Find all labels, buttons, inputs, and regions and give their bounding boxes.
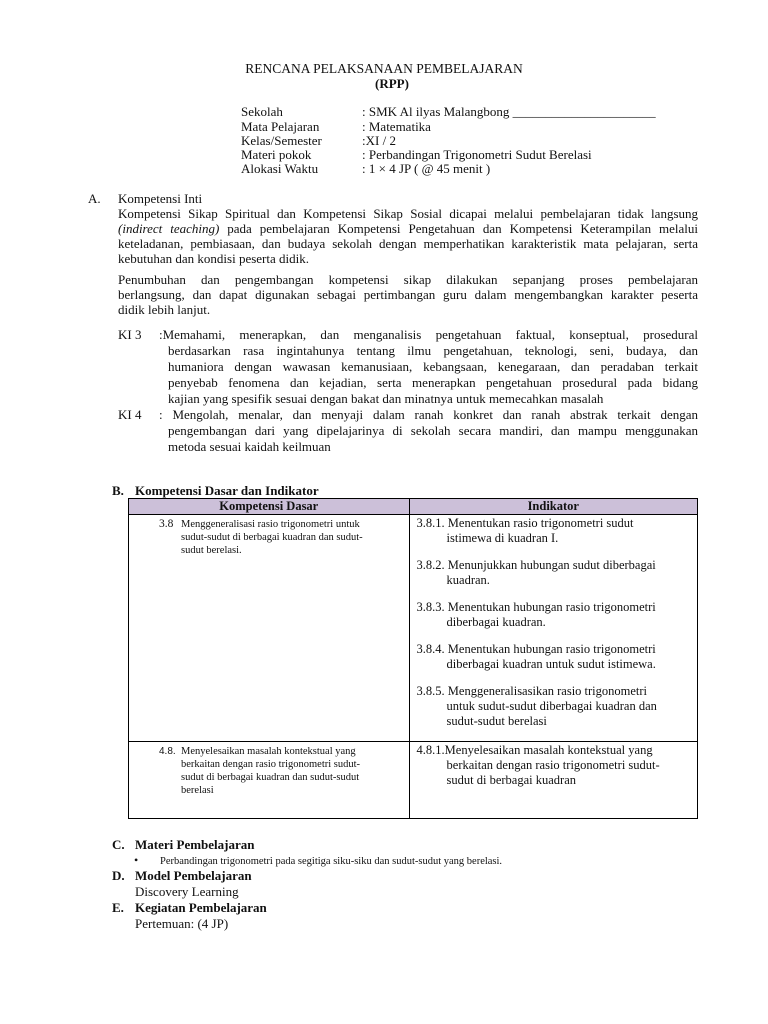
indicator-line: 3.8.2. Menunjukkan hubungan sudut diberbagai: [416, 558, 656, 572]
indicator-item: [417, 558, 697, 588]
section-d-heading: Model Pembelajaran: [135, 868, 252, 883]
indicator-line: untuk sudut-sudut diberbagai kuadran dan: [446, 699, 657, 713]
ki3-line: berdasarkan rasa ingintahunya tentang ilmu pengetahuan, teknologi, seni, budaya, dan: [168, 343, 698, 358]
identity-label: Alokasi Waktu: [241, 161, 319, 176]
indicator-line: diberbagai kuadran untuk sudut istimewa.: [446, 657, 656, 671]
indicator-line: sudut di berbagai kuadran: [446, 773, 577, 787]
paragraph-line: Penumbuhan dan pengembangan kompetensi sikap dilakukan sepanjang proses pembelajaran: [118, 272, 698, 287]
paragraph-line: [118, 221, 698, 236]
paragraph-line: didik lebih lanjut.: [118, 302, 211, 317]
ki4-label: KI 4: [118, 407, 142, 422]
identity-row-class: [241, 133, 396, 148]
ki4-line: metoda sesuai kaidah keilmuan: [168, 439, 331, 454]
indicator-item: [417, 516, 697, 546]
kd-4-8-line: sudut di berbagai kuadran dan sudut-sudut: [181, 772, 360, 783]
identity-row-topic: [241, 147, 592, 162]
indicator-line: 3.8.4. Menentukan hubungan rasio trigonometri: [416, 642, 656, 656]
identity-value: : Matematika: [362, 119, 431, 134]
kd-4-8-line: berelasi: [181, 785, 214, 796]
indicator-item: [417, 684, 697, 729]
indicator-item: [417, 600, 697, 630]
indicator-list: [410, 515, 697, 729]
indicator-cell-4-8: [409, 742, 697, 819]
column-header-kd: Kompetensi Dasar: [129, 499, 410, 515]
identity-row-time: [241, 161, 490, 176]
identity-row-school: [241, 104, 656, 119]
document-subtitle: (RPP): [375, 76, 409, 91]
table-row: [129, 742, 698, 819]
ki3-line: kajian yang spesifik sesuai dengan bakat dan minatnya untuk memecahkan masalah: [168, 391, 604, 406]
kd-4-8-line: Menyelesaikan masalah kontekstual yang: [181, 746, 356, 757]
section-d-text: Discovery Learning: [135, 884, 239, 899]
table-header-row: [129, 499, 698, 515]
section-d-letter: D.: [112, 868, 125, 883]
ki3-label: KI 3: [118, 327, 142, 342]
kd-4-8-text: [129, 742, 409, 797]
section-a-heading: Kompetensi Inti: [118, 191, 203, 206]
kd-3-8-line: sudut berelasi.: [181, 545, 242, 556]
indicator-item: [417, 642, 697, 672]
indicator-line: 3.8.5. Menggeneralisasikan rasio trigonometri: [416, 684, 648, 698]
identity-label: Kelas/Semester: [241, 133, 322, 148]
identity-value: : Perbandingan Trigonometri Sudut Berelasi: [362, 147, 592, 162]
section-a-paragraph-2: [118, 272, 698, 317]
ki3-body: [168, 343, 698, 407]
kd-cell-3-8: [129, 515, 410, 742]
indicator-line: berkaitan dengan rasio trigonometri sudut-: [446, 758, 660, 772]
kd-3-8-line: sudut-sudut di berbagai kuadran dan sudut-: [181, 532, 363, 543]
indicator-line: istimewa di kuadran I.: [446, 531, 559, 545]
section-b-letter: B.: [112, 483, 124, 498]
italic-term: (indirect teaching): [118, 221, 220, 236]
kd-3-8-text: [129, 515, 409, 557]
indicator-line: 3.8.1. Menentukan rasio trigonometri sudut: [416, 516, 634, 530]
ki3-line: :Memahami, menerapkan, dan menganalisis pengetahuan faktual, konseptual, prosedural: [159, 327, 698, 342]
section-e-text: Pertemuan: (4 JP): [135, 916, 229, 931]
ki4-line: pengembangan dari yang dipelajarinya di sekolah secara mandiri, dan mampu menggunakan: [168, 423, 698, 438]
identity-value: : 1 × 4 JP ( @ 45 menit ): [362, 161, 491, 176]
identity-label: Mata Pelajaran: [241, 119, 320, 134]
ki3-line: penyebab fenomena dan kejadian, serta menerapkan pengetahuan prosedural pada bidang: [168, 375, 698, 390]
ki4-first-line: [159, 407, 698, 423]
document-title: RENCANA PELAKSANAAN PEMBELAJARAN: [245, 61, 523, 76]
paragraph-line: keteladanan, pembiasaan, dan budaya sekolah dengan memperhatikan karakteristik mata pelajaran, serta: [118, 236, 698, 251]
indicator-cell-3-8: [409, 515, 697, 742]
column-header-indicator: Indikator: [409, 499, 697, 515]
paragraph-line: Kompetensi Sikap Spiritual dan Kompetensi Sikap Sosial dicapai melalui pembelajaran tidak langsung: [118, 206, 698, 221]
kd-4-8-line: berkaitan dengan rasio trigonometri sudut-: [181, 759, 361, 770]
identity-label: Materi pokok: [241, 147, 312, 162]
indicator-line: 4.8.1.Menyelesaikan masalah kontekstual yang: [416, 743, 653, 757]
identity-value: : SMK Al ilyas Malangbong ______________________: [362, 104, 656, 119]
kd-3-8-number: 3.8: [159, 518, 174, 530]
kd-3-8-line: Menggeneralisasi rasio trigonometri untuk: [181, 519, 360, 530]
paragraph-line: kebutuhan dan kondisi peserta didik.: [118, 251, 309, 266]
ki4-line: : Mengolah, menalar, dan menyaji dalam ranah konkret dan ranah abstrak terkait dengan: [159, 407, 698, 422]
section-c-letter: C.: [112, 837, 125, 852]
table-row: [129, 515, 698, 742]
paragraph-line: berlangsung, dan dapat digunakan sebagai pertimbangan guru dalam mengembangkan karakter peserta: [118, 287, 698, 302]
ki3-line: humaniora dengan wawasan kemanusiaan, kebangsaan, kenegaraan, dan peradaban terkait: [168, 359, 698, 374]
indicator-line: 3.8.3. Menentukan hubungan rasio trigonometri: [416, 600, 656, 614]
identity-row-subject: [241, 119, 431, 134]
competency-table: [128, 498, 698, 819]
section-a-paragraph-1: [118, 206, 698, 266]
section-c-heading: Materi Pembelajaran: [135, 837, 255, 852]
identity-label: Sekolah: [241, 104, 283, 119]
section-c-bullet: Perbandingan trigonometri pada segitiga siku-siku dan sudut-sudut yang berelasi.: [160, 856, 503, 867]
bullet-icon: •: [134, 853, 139, 867]
section-b-heading: Kompetensi Dasar dan Indikator: [135, 483, 319, 498]
section-e-letter: E.: [112, 900, 124, 915]
kd-cell-4-8: [129, 742, 410, 819]
indicator-line: sudut-sudut berelasi: [446, 714, 547, 728]
section-e-heading: Kegiatan Pembelajaran: [135, 900, 267, 915]
section-a-letter: A.: [88, 191, 101, 206]
ki3-first-line: [159, 327, 698, 343]
identity-value: :XI / 2: [362, 133, 396, 148]
indicator-line: diberbagai kuadran.: [446, 615, 546, 629]
indicator-line: kuadran.: [446, 573, 490, 587]
indicator-item: [410, 742, 697, 788]
kd-4-8-number: 4.8.: [159, 746, 176, 757]
ki4-body: [168, 423, 698, 455]
paragraph-line-text: pada pembelajaran Kompetensi Pengetahuan dan Kompetensi Keterampilan melalui: [227, 221, 699, 236]
